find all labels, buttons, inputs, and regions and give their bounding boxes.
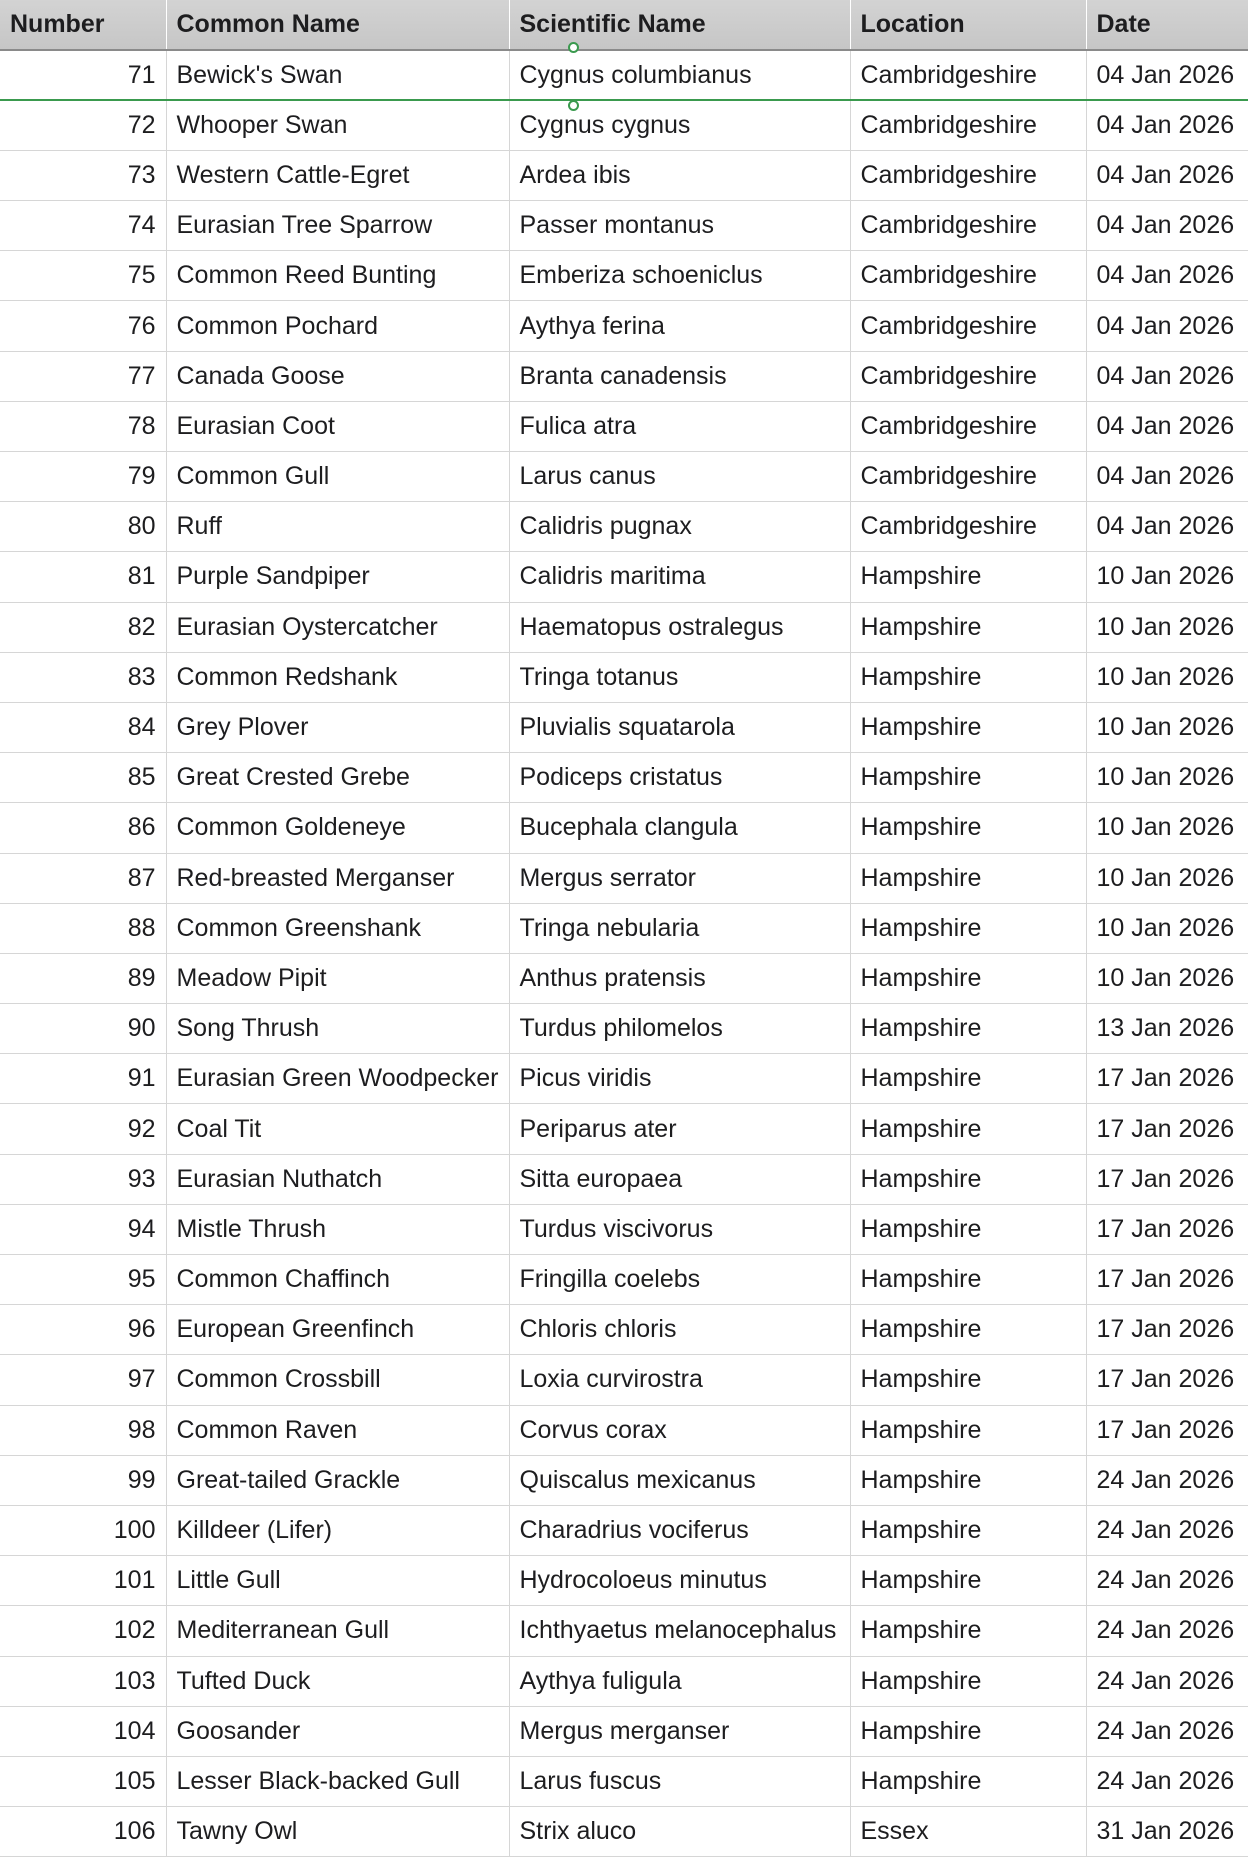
cell-scientific-name[interactable]: Aythya ferina	[509, 301, 850, 351]
table-row[interactable]	[0, 753, 1248, 803]
cell-number[interactable]: 90	[0, 1004, 166, 1054]
cell-number[interactable]: 79	[0, 452, 166, 502]
table-row[interactable]	[0, 401, 1248, 451]
cell-common-name[interactable]: Bewick's Swan	[166, 50, 509, 100]
cell-scientific-name[interactable]: Haematopus ostralegus	[509, 602, 850, 652]
cell-scientific-name[interactable]: Bucephala clangula	[509, 803, 850, 853]
cell-number[interactable]: 103	[0, 1656, 166, 1706]
cell-number[interactable]: 100	[0, 1505, 166, 1555]
cell-scientific-name[interactable]: Tringa totanus	[509, 652, 850, 702]
cell-location[interactable]: Hampshire	[850, 903, 1086, 953]
table-row[interactable]	[0, 552, 1248, 602]
table-header	[0, 0, 1248, 50]
cell-location[interactable]: Hampshire	[850, 1756, 1086, 1806]
cell-scientific-name[interactable]: Tringa nebularia	[509, 903, 850, 953]
cell-common-name[interactable]: Little Gull	[166, 1556, 509, 1606]
cell-common-name[interactable]: Eurasian Tree Sparrow	[166, 201, 509, 251]
cell-number[interactable]: 96	[0, 1305, 166, 1355]
table-row[interactable]	[0, 1255, 1248, 1305]
cell-date[interactable]: 10 Jan 2026	[1086, 702, 1248, 752]
cell-date[interactable]: 17 Jan 2026	[1086, 1255, 1248, 1305]
cell-common-name[interactable]: Western Cattle-Egret	[166, 150, 509, 200]
table-row[interactable]	[0, 1305, 1248, 1355]
column-header-common-name[interactable]: Common Name	[166, 0, 509, 50]
cell-scientific-name[interactable]: Ichthyaetus melanocephalus	[509, 1606, 850, 1656]
cell-location[interactable]: Hampshire	[850, 953, 1086, 1003]
table-row[interactable]	[0, 201, 1248, 251]
table-row[interactable]	[0, 803, 1248, 853]
cell-date[interactable]: 10 Jan 2026	[1086, 753, 1248, 803]
cell-number[interactable]: 99	[0, 1455, 166, 1505]
cell-number[interactable]: 98	[0, 1405, 166, 1455]
cell-common-name[interactable]: Common Gull	[166, 452, 509, 502]
cell-scientific-name[interactable]: Emberiza schoeniclus	[509, 251, 850, 301]
table-row[interactable]	[0, 150, 1248, 200]
table-row[interactable]	[0, 50, 1248, 100]
cell-date[interactable]: 04 Jan 2026	[1086, 150, 1248, 200]
cell-common-name[interactable]: Lesser Black-backed Gull	[166, 1756, 509, 1806]
table-row[interactable]	[0, 702, 1248, 752]
cell-common-name[interactable]: Grey Plover	[166, 702, 509, 752]
cell-scientific-name[interactable]: Larus canus	[509, 452, 850, 502]
cell-scientific-name[interactable]: Cygnus cygnus	[509, 100, 850, 150]
cell-scientific-name[interactable]: Loxia curvirostra	[509, 1355, 850, 1405]
table-row[interactable]	[0, 1204, 1248, 1254]
cell-common-name[interactable]: Great-tailed Grackle	[166, 1455, 509, 1505]
cell-number[interactable]: 75	[0, 251, 166, 301]
cell-date[interactable]: 04 Jan 2026	[1086, 351, 1248, 401]
cell-number[interactable]: 91	[0, 1054, 166, 1104]
cell-number[interactable]: 106	[0, 1807, 166, 1857]
table-row[interactable]	[0, 301, 1248, 351]
cell-location[interactable]: Cambridgeshire	[850, 150, 1086, 200]
cell-location[interactable]: Hampshire	[850, 1556, 1086, 1606]
cell-location[interactable]: Hampshire	[850, 1656, 1086, 1706]
cell-number[interactable]: 80	[0, 502, 166, 552]
cell-date[interactable]: 10 Jan 2026	[1086, 953, 1248, 1003]
cell-number[interactable]: 76	[0, 301, 166, 351]
cell-location[interactable]: Cambridgeshire	[850, 100, 1086, 150]
table-row[interactable]	[0, 853, 1248, 903]
cell-date[interactable]: 04 Jan 2026	[1086, 251, 1248, 301]
cell-date[interactable]: 24 Jan 2026	[1086, 1505, 1248, 1555]
cell-location[interactable]: Cambridgeshire	[850, 50, 1086, 100]
cell-location[interactable]: Hampshire	[850, 853, 1086, 903]
cell-scientific-name[interactable]: Quiscalus mexicanus	[509, 1455, 850, 1505]
cell-location[interactable]: Hampshire	[850, 552, 1086, 602]
cell-common-name[interactable]: Great Crested Grebe	[166, 753, 509, 803]
cell-date[interactable]: 10 Jan 2026	[1086, 602, 1248, 652]
cell-common-name[interactable]: Eurasian Coot	[166, 401, 509, 451]
cell-common-name[interactable]: Whooper Swan	[166, 100, 509, 150]
cell-location[interactable]: Hampshire	[850, 1606, 1086, 1656]
table-row[interactable]	[0, 953, 1248, 1003]
cell-common-name[interactable]: Mistle Thrush	[166, 1204, 509, 1254]
table-row[interactable]	[0, 1104, 1248, 1154]
table-row[interactable]	[0, 351, 1248, 401]
cell-number[interactable]: 92	[0, 1104, 166, 1154]
cell-date[interactable]: 24 Jan 2026	[1086, 1656, 1248, 1706]
cell-scientific-name[interactable]: Charadrius vociferus	[509, 1505, 850, 1555]
table-body	[0, 50, 1248, 1857]
cell-number[interactable]: 104	[0, 1706, 166, 1756]
cell-common-name[interactable]: Common Chaffinch	[166, 1255, 509, 1305]
cell-date[interactable]: 24 Jan 2026	[1086, 1756, 1248, 1806]
cell-date[interactable]: 04 Jan 2026	[1086, 401, 1248, 451]
cell-location[interactable]: Hampshire	[850, 1455, 1086, 1505]
selection-handle-top[interactable]	[568, 42, 579, 53]
cell-date[interactable]: 24 Jan 2026	[1086, 1706, 1248, 1756]
cell-common-name[interactable]: Common Reed Bunting	[166, 251, 509, 301]
cell-common-name[interactable]: Common Pochard	[166, 301, 509, 351]
cell-date[interactable]: 10 Jan 2026	[1086, 652, 1248, 702]
cell-location[interactable]: Hampshire	[850, 1104, 1086, 1154]
cell-scientific-name[interactable]: Calidris pugnax	[509, 502, 850, 552]
cell-scientific-name[interactable]: Anthus pratensis	[509, 953, 850, 1003]
cell-scientific-name[interactable]: Picus viridis	[509, 1054, 850, 1104]
table-row[interactable]	[0, 1054, 1248, 1104]
table-row[interactable]	[0, 903, 1248, 953]
table-row[interactable]	[0, 100, 1248, 150]
cell-date[interactable]: 04 Jan 2026	[1086, 452, 1248, 502]
cell-location[interactable]: Hampshire	[850, 753, 1086, 803]
cell-common-name[interactable]: Common Raven	[166, 1405, 509, 1455]
cell-location[interactable]: Hampshire	[850, 1004, 1086, 1054]
cell-location[interactable]: Hampshire	[850, 1505, 1086, 1555]
cell-location[interactable]: Essex	[850, 1807, 1086, 1857]
cell-date[interactable]: 17 Jan 2026	[1086, 1104, 1248, 1154]
cell-common-name[interactable]: Tawny Owl	[166, 1807, 509, 1857]
table-row[interactable]	[0, 1756, 1248, 1806]
cell-number[interactable]: 87	[0, 853, 166, 903]
column-header-location[interactable]: Location	[850, 0, 1086, 50]
cell-common-name[interactable]: Song Thrush	[166, 1004, 509, 1054]
cell-location[interactable]: Cambridgeshire	[850, 251, 1086, 301]
column-header-scientific-name[interactable]: Scientific Name	[509, 0, 850, 50]
cell-common-name[interactable]: Eurasian Oystercatcher	[166, 602, 509, 652]
cell-location[interactable]: Cambridgeshire	[850, 401, 1086, 451]
table-row[interactable]	[0, 452, 1248, 502]
cell-scientific-name[interactable]: Fringilla coelebs	[509, 1255, 850, 1305]
cell-common-name[interactable]: Red-breasted Merganser	[166, 853, 509, 903]
cell-common-name[interactable]: Common Redshank	[166, 652, 509, 702]
cell-date[interactable]: 13 Jan 2026	[1086, 1004, 1248, 1054]
cell-scientific-name[interactable]: Pluvialis squatarola	[509, 702, 850, 752]
cell-common-name[interactable]: Killdeer (Lifer)	[166, 1505, 509, 1555]
cell-common-name[interactable]: Coal Tit	[166, 1104, 509, 1154]
cell-location[interactable]: Hampshire	[850, 1706, 1086, 1756]
cell-scientific-name[interactable]: Larus fuscus	[509, 1756, 850, 1806]
cell-common-name[interactable]: Mediterranean Gull	[166, 1606, 509, 1656]
cell-location[interactable]: Hampshire	[850, 1355, 1086, 1405]
cell-common-name[interactable]: Tufted Duck	[166, 1656, 509, 1706]
cell-scientific-name[interactable]: Turdus philomelos	[509, 1004, 850, 1054]
cell-scientific-name[interactable]: Passer montanus	[509, 201, 850, 251]
cell-number[interactable]: 71	[0, 50, 166, 100]
cell-date[interactable]: 04 Jan 2026	[1086, 502, 1248, 552]
cell-date[interactable]: 10 Jan 2026	[1086, 903, 1248, 953]
cell-common-name[interactable]: Eurasian Nuthatch	[166, 1154, 509, 1204]
cell-location[interactable]: Hampshire	[850, 702, 1086, 752]
table-row[interactable]	[0, 1807, 1248, 1857]
cell-location[interactable]: Cambridgeshire	[850, 452, 1086, 502]
cell-date[interactable]: 10 Jan 2026	[1086, 803, 1248, 853]
cell-date[interactable]: 04 Jan 2026	[1086, 301, 1248, 351]
cell-date[interactable]: 24 Jan 2026	[1086, 1556, 1248, 1606]
cell-date[interactable]: 24 Jan 2026	[1086, 1606, 1248, 1656]
selection-handle-bottom[interactable]	[568, 100, 579, 111]
cell-number[interactable]: 101	[0, 1556, 166, 1606]
cell-number[interactable]: 97	[0, 1355, 166, 1405]
cell-location[interactable]: Hampshire	[850, 803, 1086, 853]
table-row[interactable]	[0, 1004, 1248, 1054]
cell-scientific-name[interactable]: Corvus corax	[509, 1405, 850, 1455]
cell-location[interactable]: Hampshire	[850, 1154, 1086, 1204]
cell-number[interactable]: 84	[0, 702, 166, 752]
cell-date[interactable]: 04 Jan 2026	[1086, 100, 1248, 150]
table-row[interactable]	[0, 502, 1248, 552]
cell-scientific-name[interactable]: Aythya fuligula	[509, 1656, 850, 1706]
cell-scientific-name[interactable]: Calidris maritima	[509, 552, 850, 602]
cell-scientific-name[interactable]: Branta canadensis	[509, 351, 850, 401]
table-row[interactable]	[0, 652, 1248, 702]
cell-scientific-name[interactable]: Chloris chloris	[509, 1305, 850, 1355]
cell-date[interactable]: 10 Jan 2026	[1086, 853, 1248, 903]
table-row[interactable]	[0, 602, 1248, 652]
cell-scientific-name[interactable]: Ardea ibis	[509, 150, 850, 200]
cell-number[interactable]: 85	[0, 753, 166, 803]
cell-scientific-name[interactable]: Turdus viscivorus	[509, 1204, 850, 1254]
cell-date[interactable]: 17 Jan 2026	[1086, 1355, 1248, 1405]
cell-common-name[interactable]: Eurasian Green Woodpecker	[166, 1054, 509, 1104]
header-row	[0, 0, 1248, 50]
column-header-number[interactable]: Number	[0, 0, 166, 50]
cell-date[interactable]: 17 Jan 2026	[1086, 1054, 1248, 1104]
cell-scientific-name[interactable]: Hydrocoloeus minutus	[509, 1556, 850, 1606]
cell-date[interactable]: 31 Jan 2026	[1086, 1807, 1248, 1857]
table-row[interactable]	[0, 1556, 1248, 1606]
cell-number[interactable]: 73	[0, 150, 166, 200]
table-row[interactable]	[0, 1355, 1248, 1405]
cell-date[interactable]: 17 Jan 2026	[1086, 1405, 1248, 1455]
cell-number[interactable]: 72	[0, 100, 166, 150]
cell-scientific-name[interactable]: Sitta europaea	[509, 1154, 850, 1204]
cell-number[interactable]: 81	[0, 552, 166, 602]
cell-common-name[interactable]: Goosander	[166, 1706, 509, 1756]
cell-common-name[interactable]: European Greenfinch	[166, 1305, 509, 1355]
cell-scientific-name[interactable]: Periparus ater	[509, 1104, 850, 1154]
cell-location[interactable]: Hampshire	[850, 1305, 1086, 1355]
table-row[interactable]	[0, 1706, 1248, 1756]
table-row[interactable]	[0, 1606, 1248, 1656]
cell-common-name[interactable]: Common Greenshank	[166, 903, 509, 953]
cell-common-name[interactable]: Common Crossbill	[166, 1355, 509, 1405]
cell-common-name[interactable]: Canada Goose	[166, 351, 509, 401]
table-row[interactable]	[0, 1656, 1248, 1706]
cell-location[interactable]: Cambridgeshire	[850, 301, 1086, 351]
cell-scientific-name[interactable]: Mergus serrator	[509, 853, 850, 903]
table-row[interactable]	[0, 1405, 1248, 1455]
cell-location[interactable]: Hampshire	[850, 602, 1086, 652]
cell-location[interactable]: Cambridgeshire	[850, 351, 1086, 401]
cell-common-name[interactable]: Purple Sandpiper	[166, 552, 509, 602]
column-header-date[interactable]: Date	[1086, 0, 1248, 50]
cell-scientific-name[interactable]: Cygnus columbianus	[509, 50, 850, 100]
cell-number[interactable]: 102	[0, 1606, 166, 1656]
table-row[interactable]	[0, 1505, 1248, 1555]
cell-date[interactable]: 24 Jan 2026	[1086, 1455, 1248, 1505]
table-row[interactable]	[0, 1154, 1248, 1204]
cell-location[interactable]: Cambridgeshire	[850, 502, 1086, 552]
cell-number[interactable]: 95	[0, 1255, 166, 1305]
cell-location[interactable]: Cambridgeshire	[850, 201, 1086, 251]
cell-number[interactable]: 88	[0, 903, 166, 953]
cell-scientific-name[interactable]: Podiceps cristatus	[509, 753, 850, 803]
cell-number[interactable]: 74	[0, 201, 166, 251]
cell-scientific-name[interactable]: Fulica atra	[509, 401, 850, 451]
cell-common-name[interactable]: Common Goldeneye	[166, 803, 509, 853]
cell-number[interactable]: 89	[0, 953, 166, 1003]
cell-location[interactable]: Hampshire	[850, 1204, 1086, 1254]
cell-location[interactable]: Hampshire	[850, 1255, 1086, 1305]
cell-date[interactable]: 10 Jan 2026	[1086, 552, 1248, 602]
table-row[interactable]	[0, 251, 1248, 301]
cell-date[interactable]: 17 Jan 2026	[1086, 1305, 1248, 1355]
cell-common-name[interactable]: Meadow Pipit	[166, 953, 509, 1003]
cell-common-name[interactable]: Ruff	[166, 502, 509, 552]
cell-number[interactable]: 93	[0, 1154, 166, 1204]
cell-date[interactable]: 04 Jan 2026	[1086, 201, 1248, 251]
cell-number[interactable]: 77	[0, 351, 166, 401]
table-row[interactable]	[0, 1455, 1248, 1505]
cell-location[interactable]: Hampshire	[850, 652, 1086, 702]
cell-number[interactable]: 82	[0, 602, 166, 652]
cell-date[interactable]: 04 Jan 2026	[1086, 50, 1248, 100]
cell-date[interactable]: 17 Jan 2026	[1086, 1204, 1248, 1254]
cell-scientific-name[interactable]: Strix aluco	[509, 1807, 850, 1857]
cell-location[interactable]: Hampshire	[850, 1405, 1086, 1455]
cell-date[interactable]: 17 Jan 2026	[1086, 1154, 1248, 1204]
cell-scientific-name[interactable]: Mergus merganser	[509, 1706, 850, 1756]
cell-number[interactable]: 86	[0, 803, 166, 853]
cell-location[interactable]: Hampshire	[850, 1054, 1086, 1104]
cell-number[interactable]: 105	[0, 1756, 166, 1806]
cell-number[interactable]: 94	[0, 1204, 166, 1254]
cell-number[interactable]: 78	[0, 401, 166, 451]
cell-number[interactable]: 83	[0, 652, 166, 702]
